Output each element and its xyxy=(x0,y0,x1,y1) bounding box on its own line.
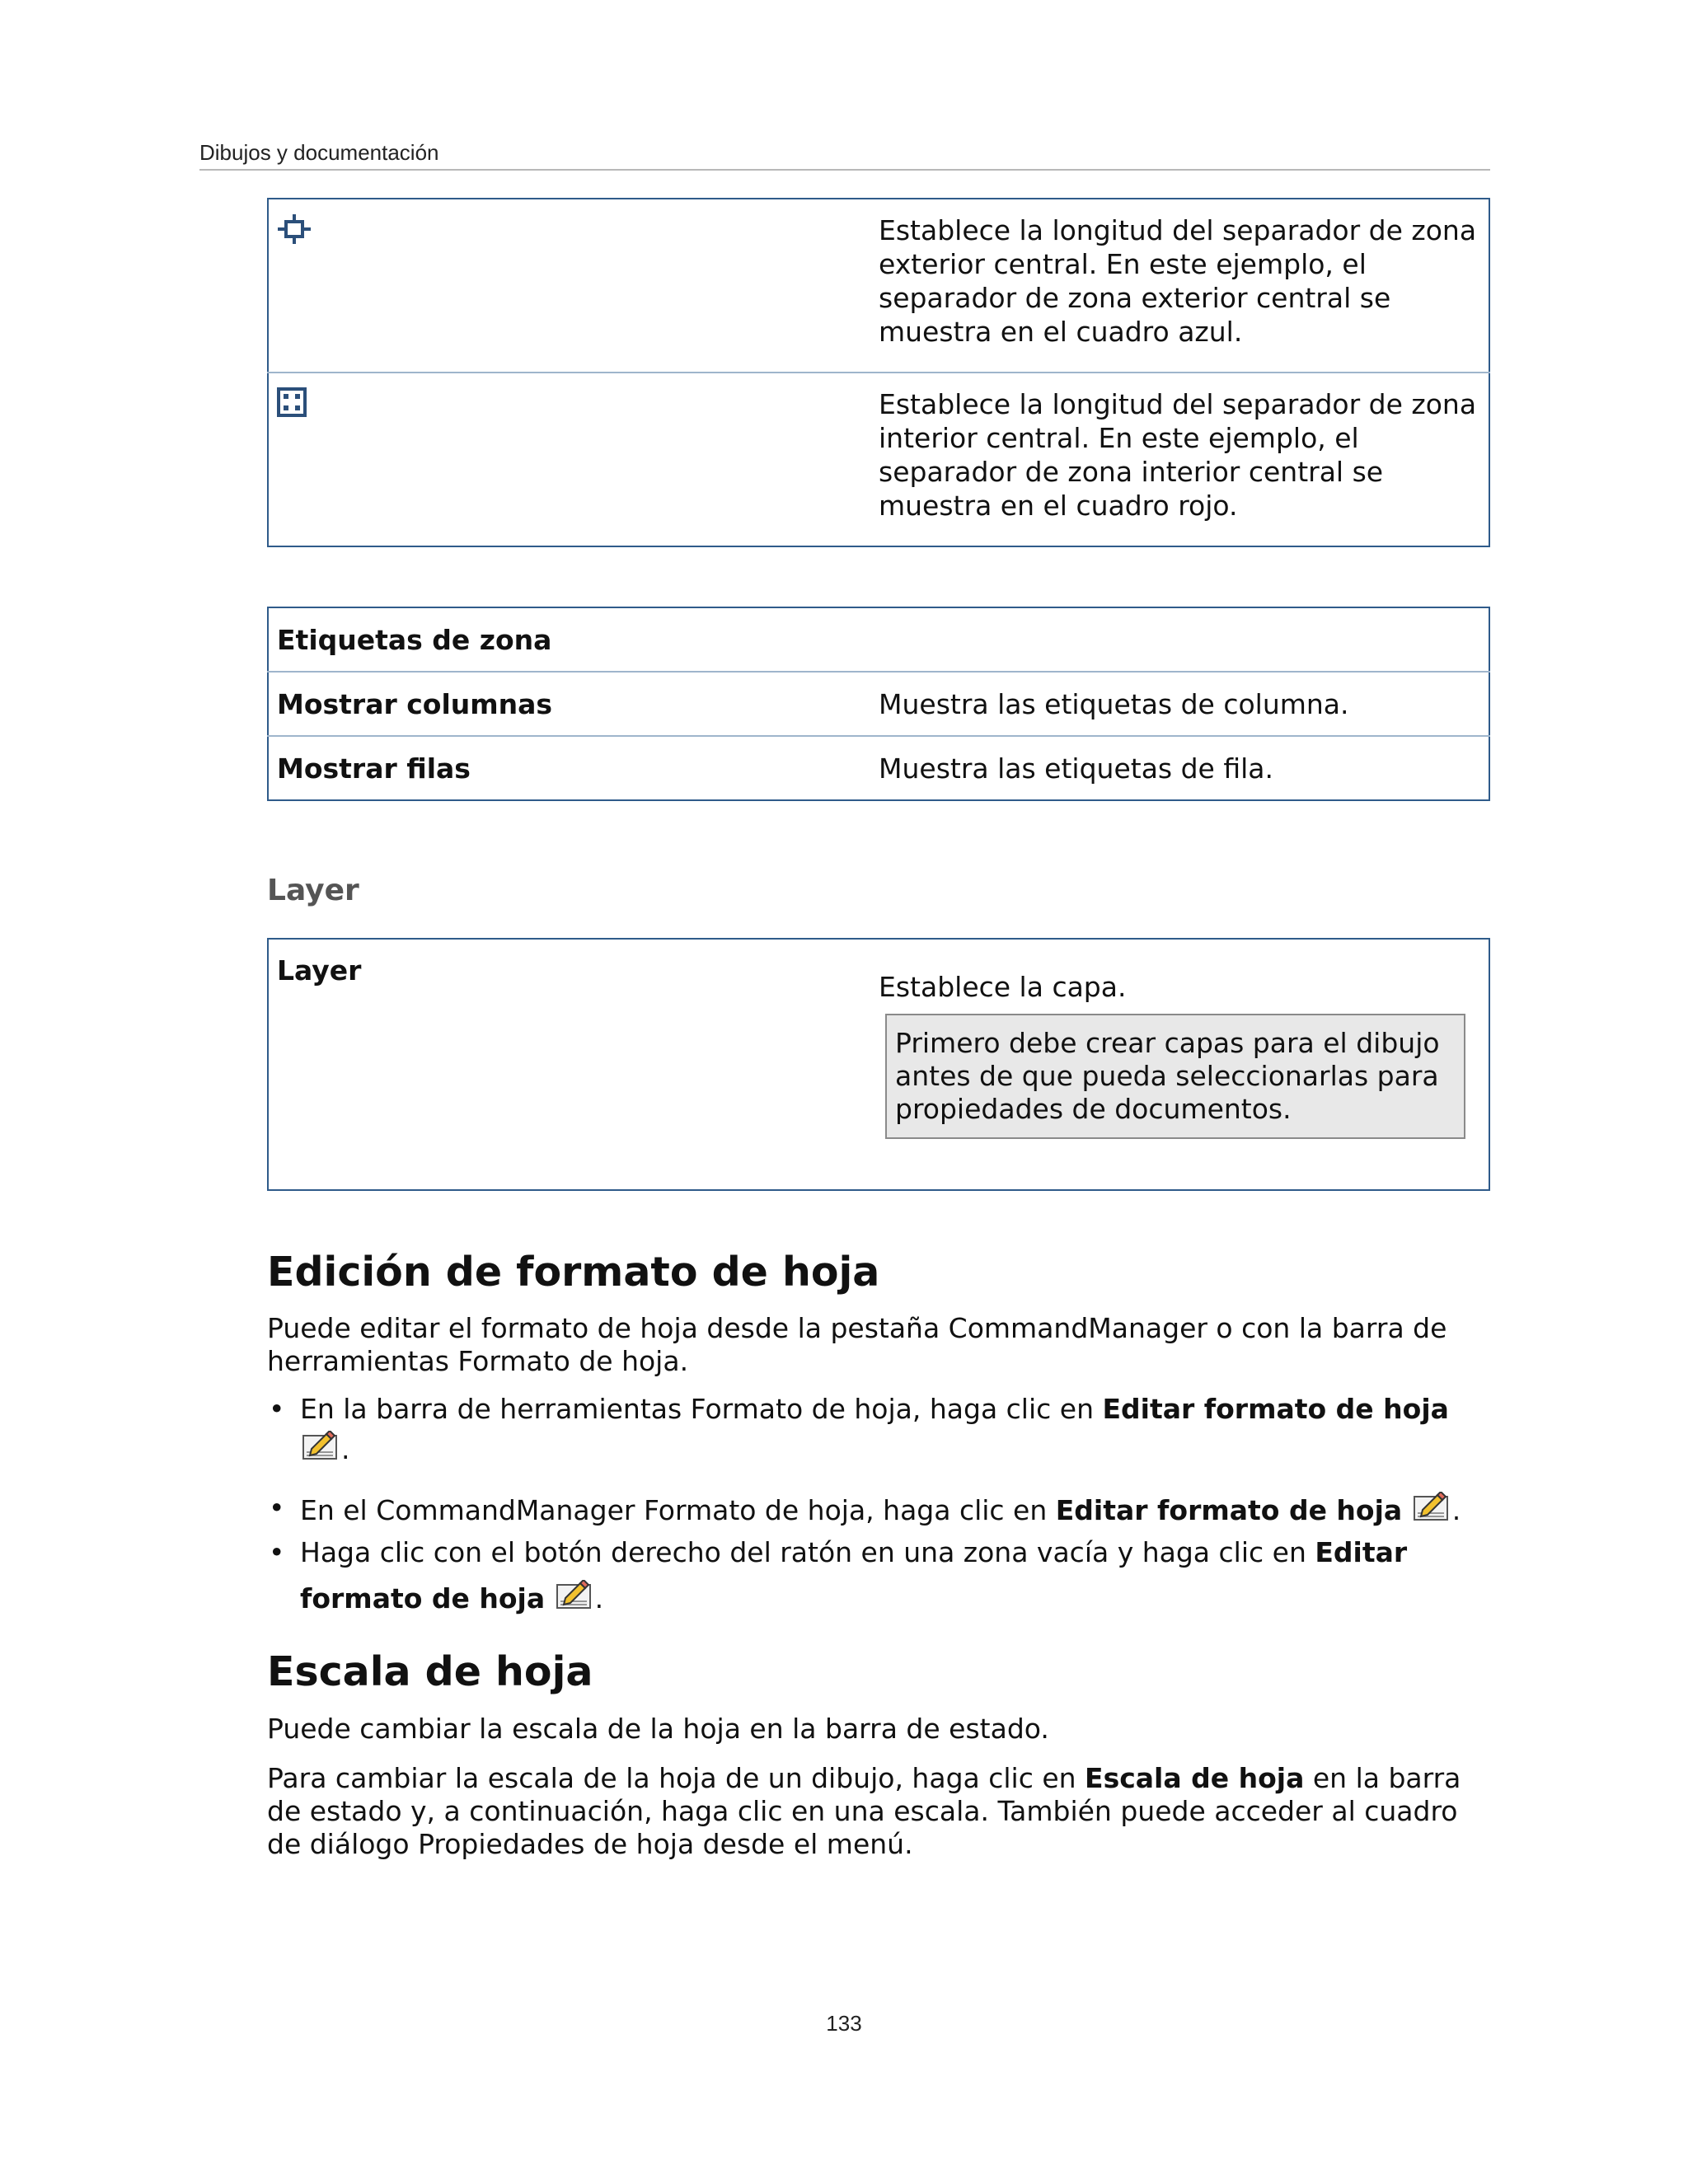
layer-table xyxy=(267,938,1490,1191)
edit-sheet-format-icon xyxy=(302,1431,340,1469)
paragraph: Puede cambiar la escala de la hoja en la barra de estado. xyxy=(267,1713,1049,1745)
command-name: Editar formato de hoja xyxy=(300,1536,1408,1615)
list-item: • En la barra de herramientas Formato de hoja, haga clic en Editar formato de hoja . xyxy=(267,1393,1490,1492)
intro-paragraph: Puede editar el formato de hoja desde la pestaña CommandManager o con la barra de herramientas Formato de hoja. xyxy=(267,1312,1447,1377)
table-row xyxy=(268,373,1489,546)
zone-labels-table xyxy=(267,607,1490,801)
table-row xyxy=(268,199,1489,373)
section-heading: Edición de formato de hoja xyxy=(267,1249,880,1296)
list-item: • En el CommandManager Formato de hoja, haga clic en Editar formato de hoja . xyxy=(267,1492,1490,1530)
separator-description: Establece la longitud del separador de zona exterior central. En este ejemplo, el separador de zona exterior central se muestra en el cuadro azul. xyxy=(879,214,1477,348)
list-item: • Haga clic con el botón derecho del ratón en una zona vacía y haga clic en Editar formato de hoja . xyxy=(267,1530,1490,1625)
separator-description: Establece la longitud del separador de zona interior central. En este ejemplo, el separador de zona interior central se muestra en el cuadro rojo. xyxy=(879,373,1489,546)
table-row xyxy=(268,672,1489,736)
row-description: Muestra las etiquetas de columna. xyxy=(879,672,1489,736)
command-name: Editar formato de hoja xyxy=(1102,1393,1449,1425)
row-description: Muestra las etiquetas de fila. xyxy=(879,736,1489,800)
paragraph: Para cambiar la escala de la hoja de un dibujo, haga clic en Escala de hoja en la barra de estado y, a continuación, haga clic en una escala. También puede acceder al cuadro de diálogo Propiedades de hoja desde el menú. xyxy=(267,1762,1461,1860)
edit-sheet-format-icon xyxy=(556,1579,593,1625)
section-heading: Escala de hoja xyxy=(267,1648,593,1695)
table-row xyxy=(268,939,1489,1190)
edit-sheet-format-icon xyxy=(1413,1492,1451,1530)
inner-center-separator-icon xyxy=(277,387,307,424)
row-label: Layer xyxy=(277,954,362,987)
outer-center-separator-icon xyxy=(277,213,312,252)
command-name: Editar formato de hoja xyxy=(1055,1494,1403,1526)
separator-table xyxy=(267,198,1490,547)
table-row xyxy=(268,736,1489,800)
table-heading: Etiquetas de zona xyxy=(277,624,552,656)
layer-heading: Layer xyxy=(267,874,359,907)
table-row xyxy=(268,607,1489,672)
running-header: Dibujos y documentación xyxy=(199,140,1490,171)
row-label: Mostrar columnas xyxy=(268,672,879,736)
bullet-list xyxy=(267,1393,1490,1625)
note-box: Primero debe crear capas para el dibujo antes de que pueda seleccionarlas para propiedades de documentos. xyxy=(885,1014,1465,1139)
row-description: Establece la capa. xyxy=(879,971,1127,1003)
command-name: Escala de hoja xyxy=(1085,1762,1305,1794)
row-label: Mostrar filas xyxy=(268,736,879,800)
page-number: 133 xyxy=(826,2011,862,2036)
